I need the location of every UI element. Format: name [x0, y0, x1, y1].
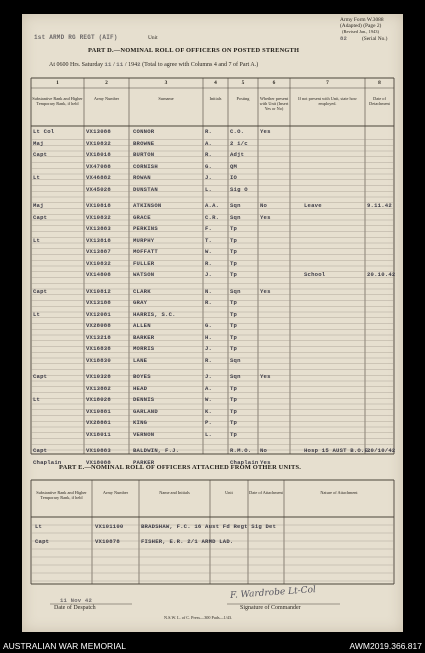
despatch-date-typed: 11 Nov 42: [60, 597, 93, 604]
cell-number: VX10883: [86, 447, 111, 454]
column-number: 4: [214, 80, 217, 86]
cell-employed: Leave: [304, 202, 322, 209]
cell-initials: F.: [205, 225, 213, 232]
cell-posting: Sqn: [230, 356, 241, 364]
cell-initials: R.: [205, 128, 213, 135]
cell-initials: H.: [205, 333, 213, 341]
unit-label: Unit: [148, 35, 158, 41]
cell-number: VX28088: [86, 322, 111, 329]
cell-posting: Sqn: [230, 202, 241, 209]
cell-number: VX18830: [86, 356, 111, 364]
cell-rank: Lt: [33, 236, 41, 244]
cell-initials: W.: [205, 248, 213, 255]
cell-present: Yes: [260, 287, 271, 295]
cell-surname: HARRIS, S.C.: [133, 310, 176, 318]
cell-number: VX28881: [86, 419, 111, 426]
part-e-column-header: Army Number: [102, 490, 129, 495]
cell-initials: G.: [205, 322, 213, 329]
cell-surname: MURPHY: [133, 236, 155, 244]
cell-initials: J.: [205, 373, 213, 380]
cell-surname: KING: [133, 419, 148, 426]
cell-number: VX45028: [86, 185, 111, 193]
part-e-column-header: Unit: [225, 490, 233, 495]
cell-posting: Tp: [230, 310, 238, 318]
cell-surname: MORRIS: [133, 345, 155, 352]
cell-initials: R.: [205, 356, 213, 364]
part-d-at-prefix: At 0600 Hrs. Saturday: [49, 62, 103, 68]
cell-surname: BURTON: [133, 151, 155, 158]
cell-posting: Tp: [230, 430, 238, 438]
column-number: 6: [272, 80, 276, 86]
part-e-cell-text: BRADSHAW, F.C. 16 Aust Fd Regt Sig Det: [141, 523, 277, 530]
cell-initials: L.: [205, 185, 213, 193]
cell-number: VX18018: [86, 151, 111, 158]
cell-posting: Tp: [230, 419, 238, 426]
cell-number: VX16838: [86, 345, 111, 352]
column-number: 3: [164, 80, 168, 86]
cell-number: VX18088: [86, 458, 111, 466]
cell-present: Yes: [260, 373, 271, 380]
cell-rank: Capt: [33, 447, 48, 454]
part-e-column-header: Nature of Attachment: [320, 490, 358, 495]
cell-number: VX12081: [86, 310, 111, 318]
cell-surname: ROWAN: [133, 174, 151, 181]
part-d-title: PART D.—NOMINAL ROLL OF OFFICERS ON POSTED STRENGTH: [88, 47, 300, 54]
cell-number: VX13882: [86, 384, 111, 392]
cell-initials: J.: [205, 174, 213, 181]
cell-surname: BOYES: [133, 373, 151, 380]
caption-left: AUSTRALIAN WAR MEMORIAL: [3, 641, 126, 651]
cell-rank: Maj: [33, 139, 44, 147]
cell-rank: Capt: [33, 213, 48, 221]
cell-initials: R.: [205, 299, 213, 306]
part-e-column-header: Name and Initials: [159, 490, 190, 495]
cell-surname: BALDWIN, F.J.: [133, 447, 180, 454]
part-d-date-line: At 0600 Hrs. Saturday 11 / 11 / 1942 (Total to agree with Columns 4 and 7 of Part A.): [49, 61, 259, 68]
cell-initials: J.: [205, 345, 213, 352]
cell-initials: A.: [205, 139, 213, 147]
cell-number: VX18011: [86, 430, 111, 438]
part-e-cell-rank: Capt: [35, 538, 50, 545]
cell-number: VX10881: [86, 407, 111, 415]
cell-posting: Tp: [230, 407, 238, 415]
cell-initials: N.: [205, 287, 213, 295]
cell-initials: K.: [205, 407, 213, 415]
cell-surname: PARKER: [133, 458, 155, 466]
cell-surname: VERNON: [133, 430, 155, 438]
cell-surname: DUNSTAN: [133, 185, 158, 193]
column-header: Surname: [158, 96, 174, 101]
cell-number: VX10818: [86, 202, 111, 209]
cell-posting: Tp: [230, 396, 238, 403]
cell-number: VX46882: [86, 174, 111, 181]
cell-surname: CLARK: [133, 287, 151, 295]
cell-surname: DENNIS: [133, 396, 155, 403]
cell-surname: FULLER: [133, 259, 155, 267]
cell-rank: Lt: [33, 174, 41, 181]
column-header: Posting: [236, 96, 250, 101]
caption-bar: [0, 638, 425, 653]
form-number: Army Form W.3088: [340, 17, 384, 23]
cell-surname: PERKINS: [133, 225, 158, 232]
cell-posting: Tp: [230, 345, 238, 352]
cell-number: VX14808: [86, 271, 111, 278]
cell-posting: Sqn: [230, 213, 241, 221]
cell-posting: R.M.O.: [230, 447, 252, 454]
cell-number: VX18028: [86, 396, 111, 403]
cell-number: VX13218: [86, 333, 111, 341]
cell-employed: School: [304, 271, 326, 278]
cell-number: VX13188: [86, 299, 111, 306]
column-number: 5: [241, 80, 245, 86]
cell-surname: WATSON: [133, 271, 155, 278]
cell-posting: Tp: [230, 384, 238, 392]
cell-posting: Tp: [230, 299, 238, 306]
cell-rank: Lt: [33, 396, 41, 403]
cell-rank: Capt: [33, 151, 48, 158]
column-header: Date of Detachment: [369, 96, 390, 106]
cell-initials: J.: [205, 271, 213, 278]
cell-initials: L.: [205, 430, 213, 438]
cell-number: VX10832: [86, 139, 111, 147]
cell-initials: A.: [205, 384, 213, 392]
cell-surname: HEAD: [133, 384, 148, 392]
cell-number: VX10832: [86, 213, 111, 221]
cell-posting: Tp: [230, 236, 238, 244]
cell-rank: Capt: [33, 373, 48, 380]
cell-surname: LANE: [133, 356, 148, 364]
cell-present: Yes: [260, 213, 271, 221]
cell-rank: Lt Col: [33, 128, 55, 135]
cell-initials: P.: [205, 419, 213, 426]
part-d-suffix: (Total to agree with Columns 4 and 7 of Part A.): [142, 62, 259, 68]
cell-initials: T.: [205, 236, 213, 244]
signature-label: Signature of Commander: [240, 605, 301, 611]
column-header: Whether present with Unit (Insert Yes or No): [259, 96, 289, 111]
commander-signature: F. Wardrobe Lt-Col: [229, 585, 317, 601]
unit-typed: 1st ARMD RG REGT (AIF): [34, 34, 118, 41]
form-adapted: (Adapted) (Page 2): [340, 23, 382, 29]
column-header: Substantive Rank and Higher Temporary Rank, if held: [32, 96, 83, 106]
cell-posting: QM: [230, 162, 238, 170]
cell-surname: MOFFATT: [133, 248, 158, 255]
form-sheet: [22, 14, 403, 632]
printer-line: N.S.W. L. of C. Press—300 Pads—1/43.: [164, 615, 233, 620]
cell-surname: ATKINSON: [133, 202, 162, 209]
cell-posting: Tp: [230, 271, 238, 278]
cell-posting: IO: [230, 174, 238, 181]
cell-employed: Hosp 15 AUST B.O.E.: [304, 447, 372, 454]
cell-number: VX13088: [86, 128, 111, 135]
cell-date: 9.11.42: [367, 202, 392, 209]
cell-posting: Sqn: [230, 287, 241, 295]
form-serial-typed: 82: [340, 35, 348, 42]
column-number: 1: [56, 80, 59, 86]
despatch-label: Date of Despatch: [54, 605, 96, 611]
cell-posting: Tp: [230, 322, 238, 329]
cell-surname: GARLAND: [133, 407, 158, 415]
cell-rank: Capt: [33, 287, 48, 295]
column-header: Army Number: [93, 96, 120, 101]
cell-present: Yes: [260, 458, 271, 466]
cell-surname: GRAY: [133, 299, 148, 306]
cell-number: VX10328: [86, 373, 111, 380]
cell-surname: GRACE: [133, 213, 151, 221]
cell-rank: Lt: [33, 310, 41, 318]
cell-posting: Sqn: [230, 373, 241, 380]
cell-posting: Tp: [230, 333, 238, 341]
part-e-cell-rank: Lt: [35, 523, 43, 530]
cell-surname: BARKER: [133, 333, 155, 341]
part-d-year-prefix: 194: [128, 62, 138, 68]
part-e-column-header: Date of Attachment: [249, 490, 283, 495]
part-d-year: 2: [137, 61, 141, 68]
column-number: 2: [105, 80, 108, 86]
cell-surname: CORNISH: [133, 162, 158, 170]
cell-number: VX13883: [86, 225, 111, 232]
cell-rank: Maj: [33, 202, 44, 209]
cell-posting: 2 i/c: [230, 139, 248, 147]
cell-present: Yes: [260, 128, 271, 135]
cell-date: 20.10.42: [367, 271, 396, 278]
cell-posting: Chaplain: [230, 458, 259, 466]
column-number: 7: [326, 80, 329, 86]
cell-date: 20/10/42: [367, 447, 396, 454]
cell-number: VX10812: [86, 287, 111, 295]
cell-initials: R.: [205, 151, 213, 158]
form-revised: (Revised Jan., 1943): [342, 29, 379, 34]
column-number: 8: [378, 80, 381, 86]
part-e-cell-number: VX101100: [95, 523, 124, 530]
cell-initials: A.A.: [205, 202, 220, 209]
cell-posting: Tp: [230, 225, 238, 232]
cell-surname: CONNOR: [133, 128, 155, 135]
part-e-title: PART E.—NOMINAL ROLL OF OFFICERS ATTACHED FROM OTHER UNITS.: [59, 464, 302, 471]
cell-surname: BROWNE: [133, 139, 155, 147]
cell-posting: Sig O: [230, 185, 248, 193]
cell-posting: Tp: [230, 259, 238, 267]
caption-right: AWM2019.366.817: [349, 641, 422, 651]
cell-posting: Adjt: [230, 151, 245, 158]
cell-present: No: [260, 447, 268, 454]
part-e-cell-number: VX10878: [95, 538, 120, 545]
form-serial-label: (Serial No.): [362, 36, 388, 42]
cell-rank: Chaplain: [33, 458, 62, 466]
cell-initials: C.R.: [205, 213, 220, 221]
cell-posting: C.O.: [230, 128, 245, 135]
column-header: Initials: [209, 96, 222, 101]
cell-number: VX47088: [86, 162, 111, 170]
cell-initials: R.: [205, 259, 213, 267]
part-e-cell-text: FISHER, E.R. 2/1 ARMD LAD.: [141, 538, 234, 545]
cell-initials: W.: [205, 396, 213, 403]
cell-initials: G.: [205, 162, 213, 170]
cell-number: VX13887: [86, 248, 111, 255]
cell-posting: Tp: [230, 248, 238, 255]
part-e-column-header: Substantive Rank and Higher Temporary Rank, if held: [36, 490, 87, 500]
cell-present: No: [260, 202, 268, 209]
cell-number: VX13818: [86, 236, 111, 244]
part-d-month: 11: [116, 61, 124, 68]
part-d-day: 11: [104, 61, 112, 68]
column-header: If not present with Unit, state how employed.: [298, 96, 357, 106]
cell-number: VX10832: [86, 259, 111, 267]
cell-surname: ALLEN: [133, 322, 151, 329]
